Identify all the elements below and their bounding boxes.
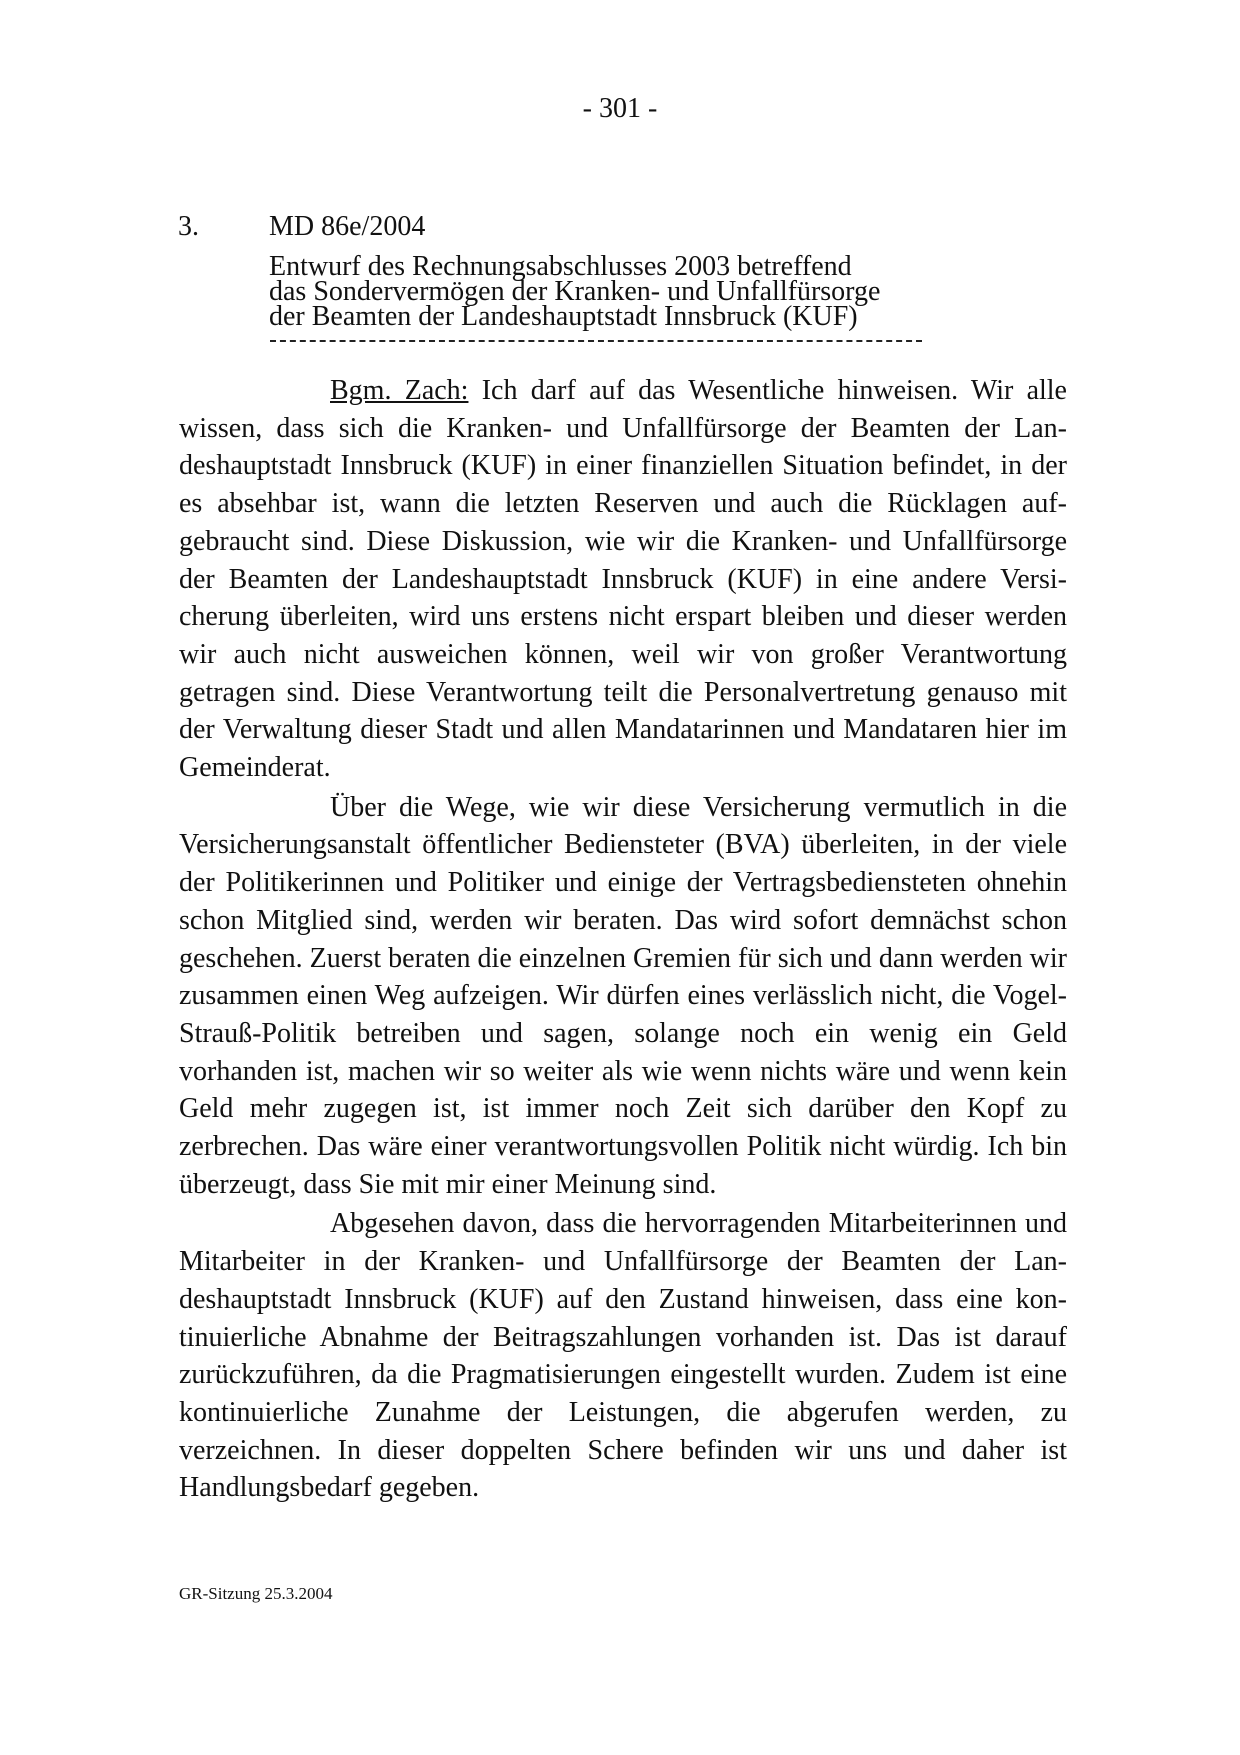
agenda-item-subject — [269, 251, 969, 332]
subject-line: Entwurf des Rechnungsabschlusses 2003 betreffend — [269, 251, 852, 282]
agenda-item-number: 3. — [178, 211, 199, 242]
paragraph-text: Ich darf auf das Wesentliche hinweisen. Wir alle wissen, dass sich die Kranken- und Unfallfürsorge der Beamten der Landeshauptstadt Innsbruck (KUF) in einer finanziellen Situation befindet, in der es absehbar ist, wann die letzten Reserven und auch die Rücklagen aufgebraucht sind. Diese Diskussion, wie wir die Kranken- und Unfallfürsorge der Beamten der Landeshauptstadt Innsbruck (KUF) in eine andere Versicherung überleiten, wird uns erstens nicht erspart bleiben und dieser werden wir auch nicht ausweichen können, weil wir von großer Verantwortung getragen sind. Diese Verantwortung teilt die Personalvertretung genauso mit der Verwaltung dieser Stadt und allen Mandatarinnen und Mandataren hier im Gemeinderat. — [179, 375, 1067, 784]
page-number: - 301 - — [582, 93, 658, 124]
subject-line: der Beamten der Landeshauptstadt Innsbruck (KUF) — [269, 301, 858, 332]
footer-session-date: GR-Sitzung 25.3.2004 — [179, 1584, 333, 1603]
speech-body — [179, 372, 1067, 1509]
speaker-name: Bgm. Zach: — [330, 375, 469, 406]
subject-line: das Sondervermögen der Kranken- und Unfallfürsorge — [269, 276, 881, 307]
dashed-separator — [270, 340, 922, 342]
paragraph-2: Über die Wege, wie wir diese Versicherung vermutlich in die Versicherungsanstalt öffentlicher Bediensteter (BVA) überleiten, in der viele der Politikerinnen und Politiker und einige der Vertragsbediensteten ohnehin schon Mitglied sind, werden wir beraten. Das wird sofort demnächst schon geschehen. Zuerst beraten die einzelnen Gremien für sich und dann werden wir zusammen einen Weg aufzeigen. Wir dürfen eines verlässlich nicht, die Vogel-Strauß-Politik betreiben und sagen, solange noch ein wenig ein Geld vorhanden ist, machen wir so weiter als wie wenn nichts wäre und wenn kein Geld mehr zugegen ist, ist immer noch Zeit sich darüber den Kopf zu zerbrechen. Das wäre einer verantwortungsvollen Politik nicht würdig. Ich bin überzeugt, dass Sie mit mir einer Meinung sind. — [179, 791, 1067, 1200]
paragraph-3: Abgesehen davon, dass die hervorragenden Mitarbeiterinnen und Mitarbeiter in der Kranken- und Unfallfürsorge der Beamten der Landeshauptstadt Innsbruck (KUF) auf den Zustand hinweisen, dass eine kontinuierliche Abnahme der Beitragszahlungen vorhanden ist. Das ist darauf zurückzuführen, da die Pragmatisierungen eingestellt wurden. Zudem ist eine kontinuierliche Zunahme der Leistungen, die abgerufen werden, zu verzeichnen. In dieser doppelten Schere befinden wir uns und daher ist Handlungsbedarf gegeben. — [179, 1208, 1067, 1504]
paragraph-1 — [179, 372, 1067, 787]
agenda-item-reference: MD 86e/2004 — [269, 211, 426, 242]
